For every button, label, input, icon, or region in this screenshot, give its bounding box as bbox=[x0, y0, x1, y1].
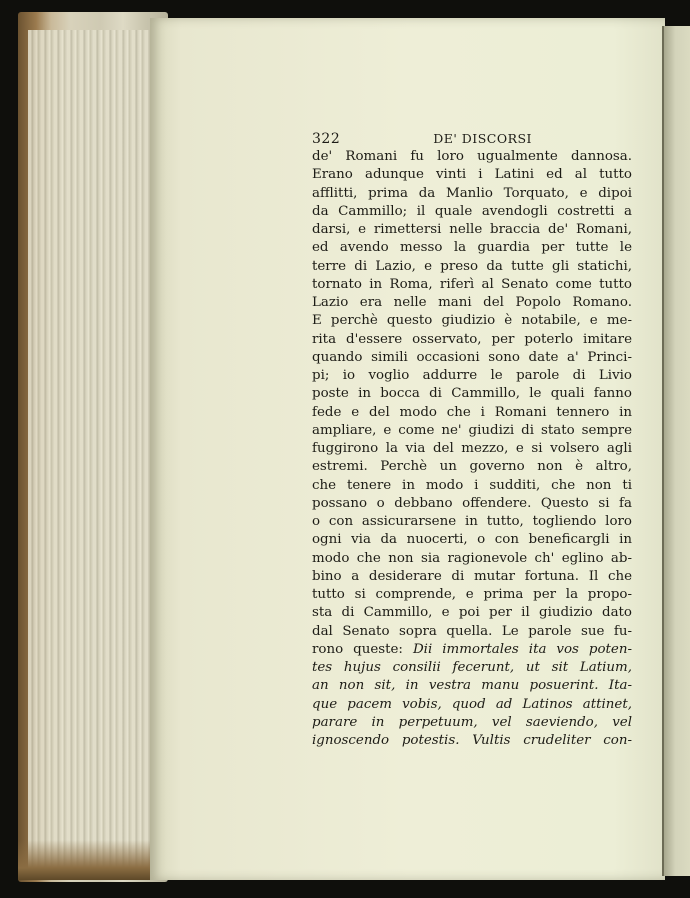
page-text bbox=[312, 130, 632, 750]
text-line: pi; io voglio addurre le parole di Livio bbox=[312, 368, 632, 383]
text-line: tornato in Roma, riferì al Senato come tutto bbox=[312, 276, 632, 292]
text-line: terre di Lazio, e preso da tutte gli statichi, bbox=[312, 258, 632, 274]
page-stack-edges bbox=[28, 30, 160, 870]
text-line: darsi, e rimettersi nelle braccia de' Romani, bbox=[312, 222, 632, 237]
text-line: sta di Cammillo, e poi per il giudizio dato bbox=[312, 605, 632, 621]
text-line: che tenere in modo i sudditi, che non ti bbox=[312, 477, 632, 493]
text-line: fuggirono la via del mezzo, e si volsero agli bbox=[312, 441, 632, 456]
text-line: quando simili occasioni sono date a' Princi- bbox=[312, 349, 632, 365]
text-line: possano o debbano offendere. Questo si fa bbox=[312, 495, 632, 511]
text-line: Erano adunque vinti i Latini ed al tutto bbox=[312, 167, 632, 183]
text-line: tutto si comprende, e prima per la propo- bbox=[312, 587, 632, 602]
facing-page-edge bbox=[662, 26, 690, 876]
text-line: poste in bocca di Cammillo, le quali fanno bbox=[312, 386, 632, 402]
text-line: rita d'essere osservato, per poterlo imitare bbox=[312, 331, 632, 347]
running-head bbox=[312, 130, 632, 148]
running-title: DE' DISCORSI bbox=[433, 131, 532, 146]
text-line: afflitti, prima da Manlio Torquato, e dipoi bbox=[312, 185, 632, 201]
text-line: Lazio era nelle mani del Popolo Romano. bbox=[312, 295, 632, 310]
text-line: o con assicurarsene in tutto, togliendo loro bbox=[312, 514, 632, 529]
text-line: dal Senato sopra quella. Le parole sue fu- bbox=[312, 623, 632, 639]
text-line-italic: que pacem vobis, quod ad Latinos attinet, bbox=[312, 696, 632, 712]
text-line: ogni via da nuocerti, o con beneficargli in bbox=[312, 532, 632, 548]
text-line: modo che non sia ragionevole ch' eglino ab- bbox=[312, 550, 632, 566]
text-line: estremi. Perchè un governo non è altro, bbox=[312, 459, 632, 475]
text-line: ed avendo messo la guardia per tutte le bbox=[312, 240, 632, 256]
text-line: E perchè questo giudizio è notabile, e me- bbox=[312, 313, 632, 329]
page-number: 322 bbox=[312, 131, 341, 147]
text-line: ampliare, e come ne' giudizi di stato sempre bbox=[312, 422, 632, 438]
text-line-italic: parare in perpetuum, vel saeviendo, vel bbox=[312, 714, 632, 730]
text-line-italic: an non sit, in vestra manu posuerint. Ita- bbox=[312, 678, 632, 694]
text-line: fede e del modo che i Romani tennero in bbox=[312, 404, 632, 420]
text-line-mixed bbox=[312, 641, 632, 659]
book-cover-edge bbox=[18, 840, 168, 880]
text-roman: rono queste: bbox=[312, 641, 403, 657]
text-line: bino a desiderare di mutar fortuna. Il che bbox=[312, 568, 632, 584]
text-italic: Dii immortales ita vos poten- bbox=[412, 641, 632, 657]
text-line-italic: tes hujus consilii fecerunt, ut sit Latium, bbox=[312, 660, 632, 675]
text-line-italic: ignoscendo potestis. Vultis crudeliter con- bbox=[312, 733, 632, 748]
text-line: de' Romani fu loro ugualmente dannosa. bbox=[312, 149, 632, 164]
text-line: da Cammillo; il quale avendogli costretti a bbox=[312, 203, 632, 219]
